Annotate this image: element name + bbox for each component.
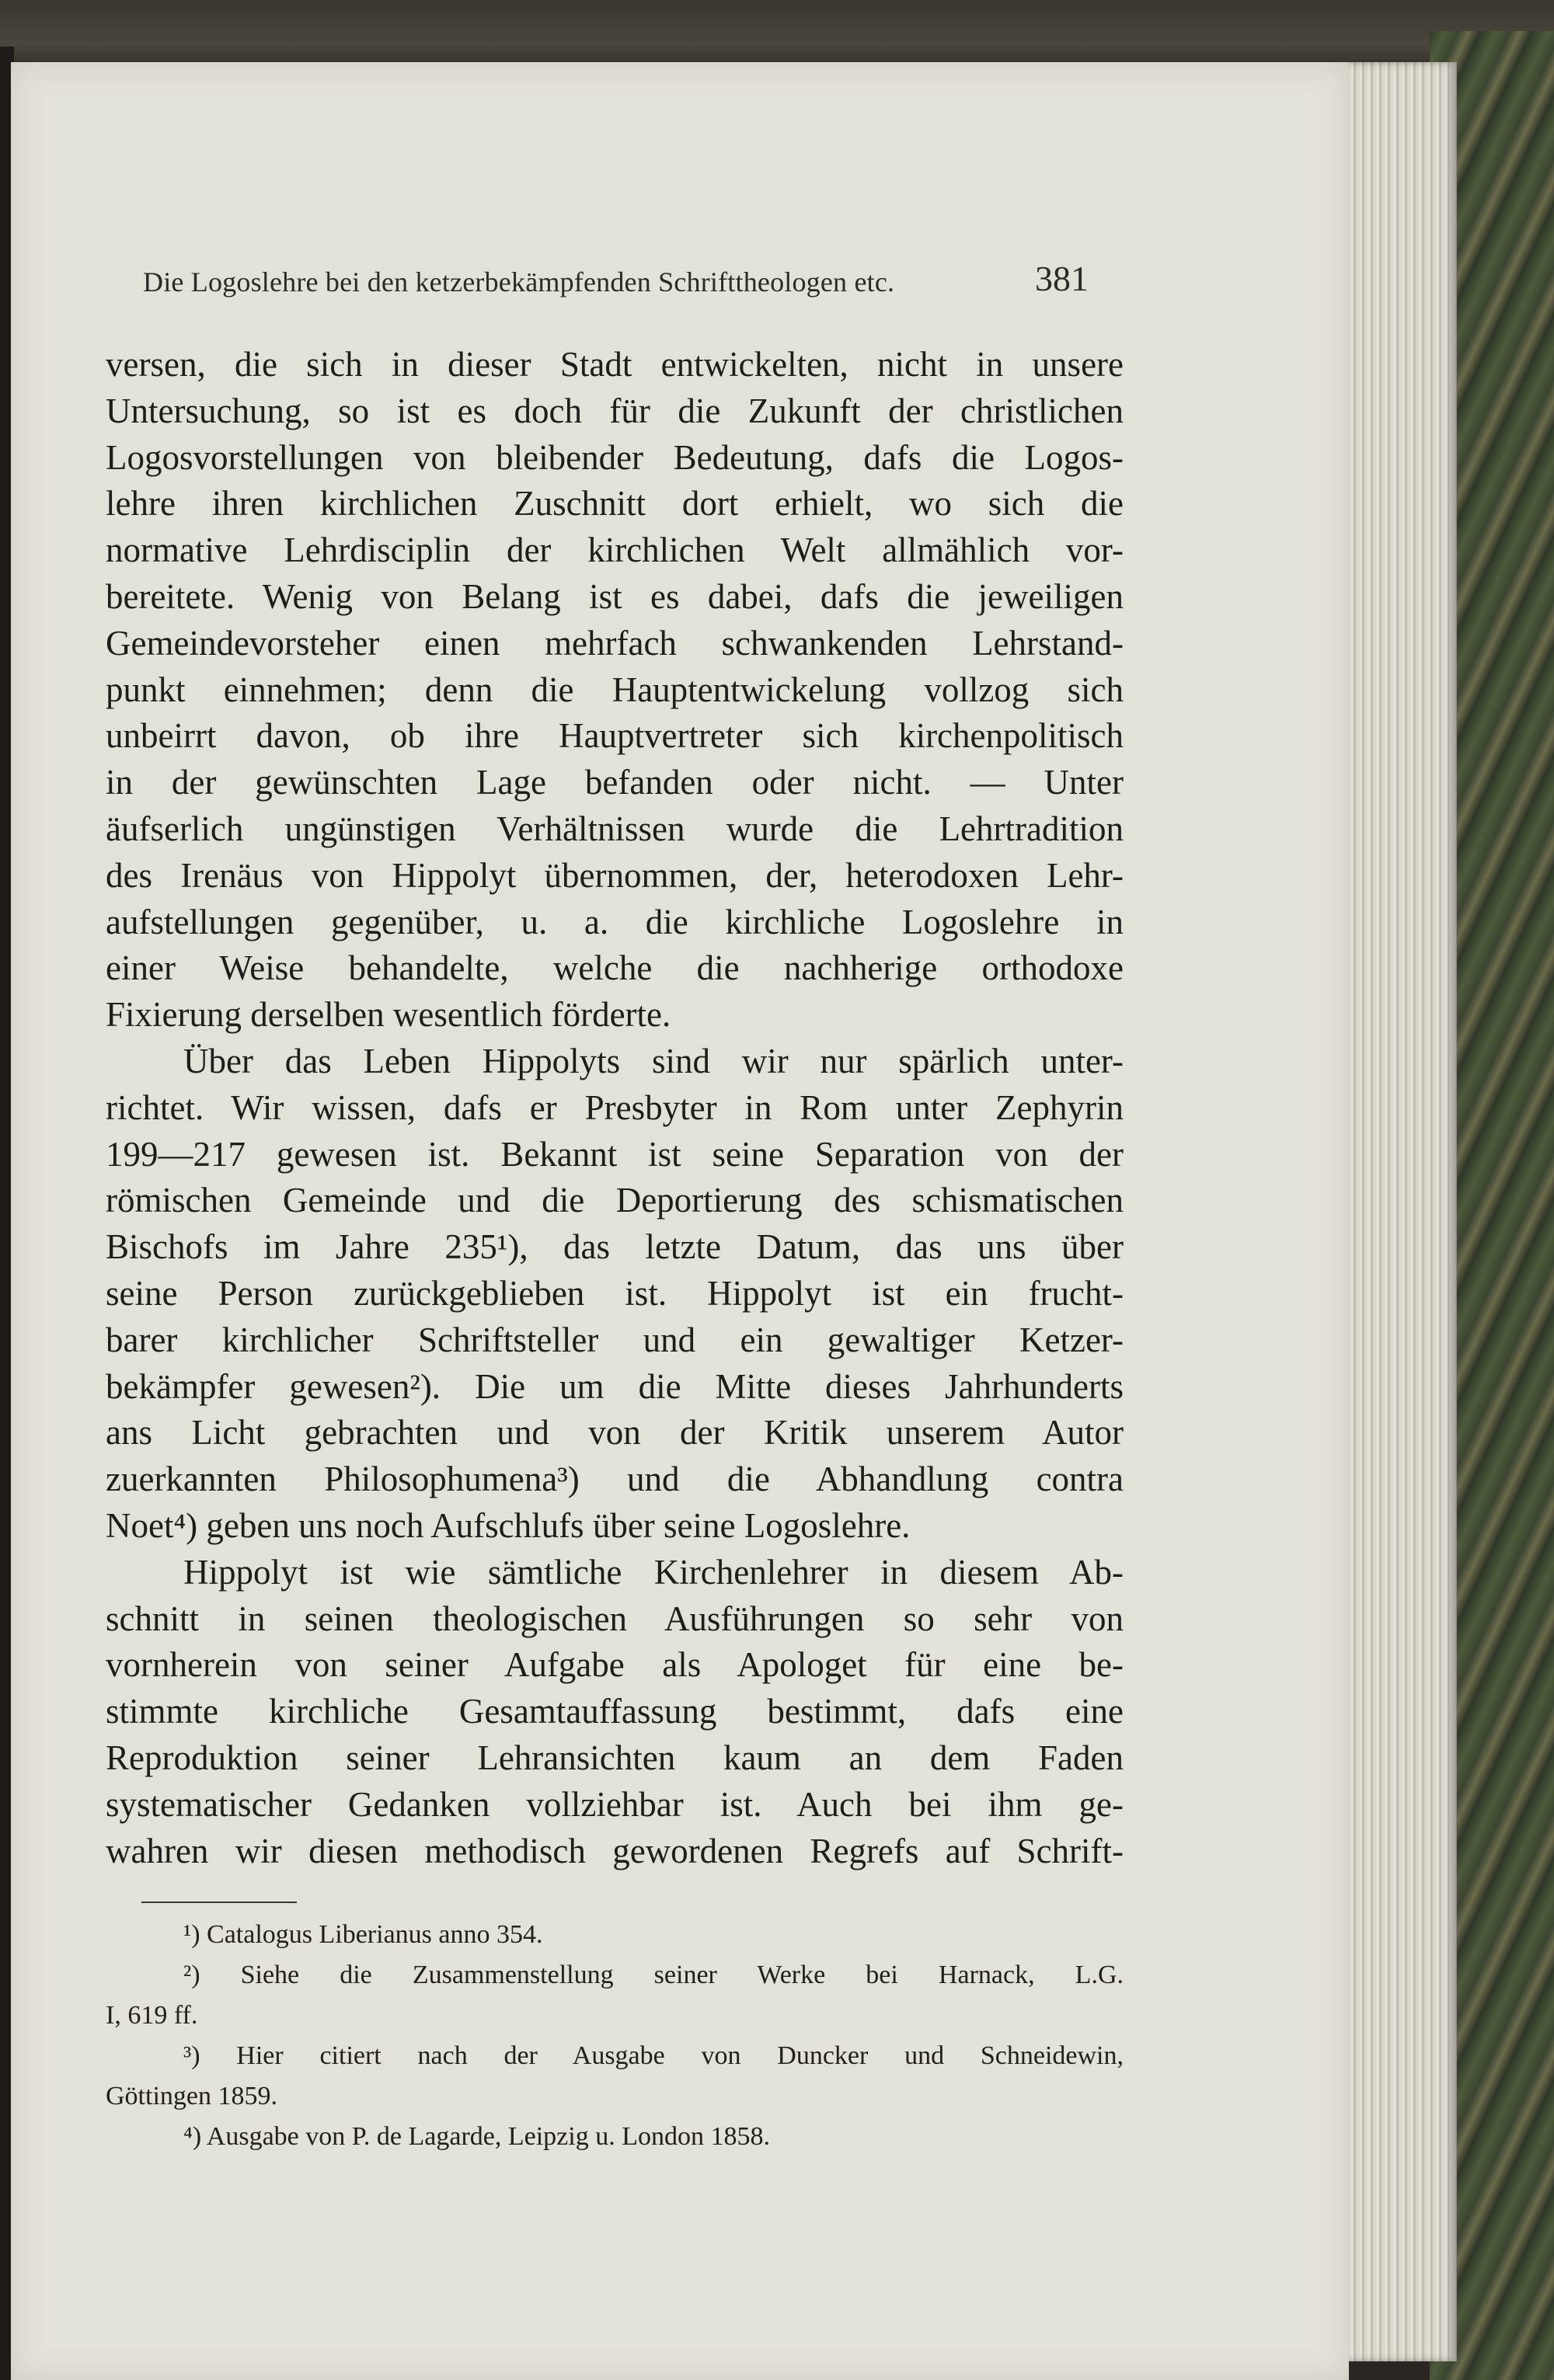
text-line: äufserlich ungünstigen Verhältnissen wurde die Lehrtradition: [106, 809, 1124, 848]
text-line: in der gewünschten Lage befanden oder nicht. — Unter: [106, 763, 1124, 802]
footnote-4: ⁴) Ausgabe von P. de Lagarde, Leipzig u. London 1858.: [183, 2122, 770, 2151]
text-line: vornherein von seiner Aufgabe als Apologet für eine be-: [106, 1645, 1124, 1685]
text-line: lehre ihren kirchlichen Zuschnitt dort erhielt, wo sich die: [106, 484, 1124, 524]
text-line: römischen Gemeinde und die Deportierung des schismatischen: [106, 1181, 1124, 1220]
book-page: [11, 62, 1349, 2380]
text-line: bereitete. Wenig von Belang ist es dabei, dafs die jeweiligen: [106, 576, 1124, 616]
text-line: Reproduktion seiner Lehransichten kaum an dem Faden: [106, 1738, 1124, 1777]
text-line: versen, die sich in dieser Stadt entwickelten, nicht in unsere: [106, 345, 1124, 384]
text-line: des Irenäus von Hippolyt übernommen, der, heterodoxen Lehr-: [106, 855, 1124, 895]
page-stack-edges: [1340, 62, 1457, 2361]
text-line: wahren wir diesen methodisch gewordenen Regrefs auf Schrift-: [106, 1831, 1124, 1870]
footnote-2: ²) Siehe die Zusammenstellung seiner Werke bei Harnack, L.G.: [183, 1961, 1124, 1989]
text-line: normative Lehrdisciplin der kirchlichen Welt allmählich vor-: [106, 531, 1124, 570]
text-line: bekämpfer gewesen²). Die um die Mitte dieses Jahrhunderts: [106, 1366, 1124, 1406]
text-line: richtet. Wir wissen, dafs er Presbyter in Rom unter Zephyrin: [106, 1087, 1124, 1127]
text-line: Gemeindevorsteher einen mehrfach schwankenden Lehrstand-: [106, 623, 1124, 663]
text-line: 199—217 gewesen ist. Bekannt ist seine Separation von der: [106, 1134, 1124, 1174]
text-line: Noet⁴) geben uns noch Aufschlufs über seine Logoslehre.: [106, 1505, 911, 1545]
running-head: Die Logoslehre bei den ketzerbekämpfenden Schrifttheologen etc.: [143, 266, 895, 298]
footnote-2-continued: I, 619 ff.: [106, 2001, 198, 2030]
paragraph-start-line: Hippolyt ist wie sämtliche Kirchenlehrer in diesem Ab-: [183, 1552, 1124, 1592]
text-line: stimmte kirchliche Gesamtauffassung bestimmt, dafs eine: [106, 1692, 1124, 1731]
text-line: einer Weise behandelte, welche die nachherige orthodoxe: [106, 948, 1124, 988]
text-line: Fixierung derselben wesentlich förderte.: [106, 995, 671, 1035]
text-line: systematischer Gedanken vollziehbar ist. Auch bei ihm ge-: [106, 1784, 1124, 1824]
text-line: unbeirrt davon, ob ihre Hauptvertreter sich kirchenpolitisch: [106, 716, 1124, 756]
footnote-1: ¹) Catalogus Liberianus anno 354.: [183, 1920, 543, 1949]
footnote-rule: [141, 1902, 297, 1903]
text-line: zuerkannten Philosophumena³) und die Abhandlung contra: [106, 1460, 1124, 1499]
text-line: seine Person zurückgeblieben ist. Hippolyt ist ein frucht-: [106, 1273, 1124, 1313]
footnote-3: ³) Hier citiert nach der Ausgabe von Duncker und Schneidewin,: [183, 2041, 1124, 2070]
text-line: schnitt in seinen theologischen Ausführungen so sehr von: [106, 1599, 1124, 1638]
body-text: [106, 342, 1124, 1874]
footnotes: [106, 1915, 1124, 2157]
text-line: punkt einnehmen; denn die Hauptentwickelung vollzog sich: [106, 670, 1124, 709]
text-line: aufstellungen gegenüber, u. a. die kirchliche Logoslehre in: [106, 902, 1124, 941]
text-line: Bischofs im Jahre 235¹), das letzte Datum, das uns über: [106, 1227, 1124, 1267]
footnote-3-continued: Göttingen 1859.: [106, 2082, 277, 2110]
page-number: 381: [1035, 259, 1089, 298]
text-line: barer kirchlicher Schriftsteller und ein gewaltiger Ketzer-: [106, 1320, 1124, 1359]
paragraph-start-line: Über das Leben Hippolyts sind wir nur spärlich unter-: [183, 1041, 1124, 1080]
text-line: ans Licht gebrachten und von der Kritik unserem Autor: [106, 1413, 1124, 1453]
text-line: Logosvorstellungen von bleibender Bedeutung, dafs die Logos-: [106, 437, 1124, 477]
text-line: Untersuchung, so ist es doch für die Zukunft der christlichen: [106, 391, 1124, 430]
